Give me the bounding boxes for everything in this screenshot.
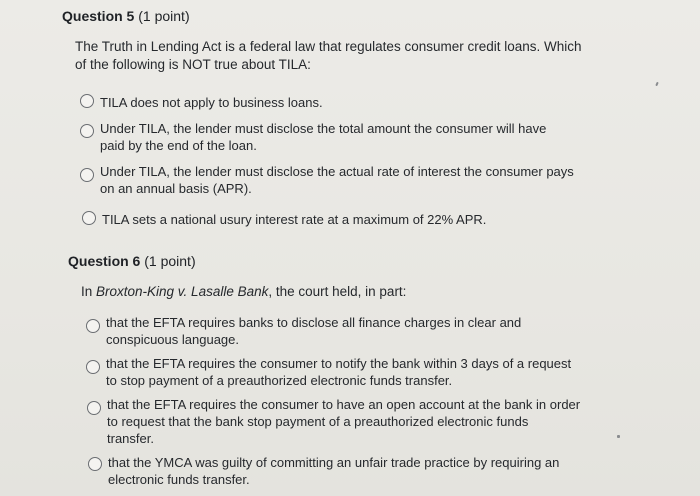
q5-option-3-radio[interactable] xyxy=(80,168,94,182)
question-5-points: (1 point) xyxy=(138,8,190,24)
q5-option-3[interactable] xyxy=(80,163,574,197)
q5-option-4-line1: TILA sets a national usury interest rate at a maximum of 22% APR. xyxy=(102,212,487,227)
question-5-number: Question 5 xyxy=(62,8,135,24)
question-6-number: Question 6 xyxy=(68,253,141,269)
q6-option-1-line2: conspicuous language. xyxy=(106,332,239,347)
question-6-points: (1 point) xyxy=(144,253,196,269)
question-5-title xyxy=(62,8,190,24)
question-5-text-line2: of the following is NOT true about TILA: xyxy=(75,57,311,72)
q6-option-3-line1: that the EFTA requires the consumer to have an open account at the bank in order xyxy=(107,397,581,412)
question-5-text-line1: The Truth in Lending Act is a federal law that regulates consumer credit loans. Which xyxy=(75,39,582,54)
q6-option-3-label xyxy=(107,396,580,447)
q5-option-2-line2: paid by the end of the loan. xyxy=(100,138,257,153)
stray-mark xyxy=(617,435,620,438)
q6-option-3-line2: to request that the bank stop payment of a preauthorized electronic funds xyxy=(107,414,529,429)
q5-option-3-label xyxy=(100,163,574,197)
q6-option-4-line2: electronic funds transfer. xyxy=(108,472,250,487)
q6-option-2-label xyxy=(106,355,571,389)
q6-option-2-line2: to stop payment of a preauthorized electronic funds transfer. xyxy=(106,373,453,388)
q5-option-1-label xyxy=(100,94,323,111)
q5-option-1-radio[interactable] xyxy=(80,94,94,108)
q5-option-2-line1: Under TILA, the lender must disclose the total amount the consumer will have xyxy=(100,121,547,136)
q6-option-1-radio[interactable] xyxy=(86,319,100,333)
q6-option-4-line1: that the YMCA was guilty of committing an unfair trade practice by requiring an xyxy=(108,455,560,470)
stray-mark xyxy=(655,82,659,86)
q5-option-2-radio[interactable] xyxy=(80,124,94,138)
q5-option-3-line2: on an annual basis (APR). xyxy=(100,181,252,196)
q5-option-4-label xyxy=(102,211,486,228)
q6-option-1[interactable] xyxy=(86,314,521,348)
q6-option-2-line1: that the EFTA requires the consumer to notify the bank within 3 days of a request xyxy=(106,356,572,371)
q6-option-3[interactable] xyxy=(87,396,580,447)
q6-option-1-line1: that the EFTA requires banks to disclose all finance charges in clear and xyxy=(106,315,522,330)
q6-option-3-line3: transfer. xyxy=(107,431,154,446)
q5-option-2[interactable] xyxy=(80,120,546,154)
q5-option-2-label xyxy=(100,120,546,154)
q6-option-4-radio[interactable] xyxy=(88,457,102,471)
q6-option-2[interactable] xyxy=(86,355,571,389)
q6-option-2-radio[interactable] xyxy=(86,360,100,374)
question-6-title xyxy=(68,253,196,269)
q5-option-4-radio[interactable] xyxy=(82,211,96,225)
question-5-text xyxy=(75,38,635,74)
q5-option-1-line1: TILA does not apply to business loans. xyxy=(100,95,323,110)
question-6-text-suffix: , the court held, in part: xyxy=(268,284,407,299)
q6-option-4[interactable] xyxy=(88,454,559,488)
q5-option-1[interactable] xyxy=(80,94,323,111)
question-6-case-name: Broxton-King v. Lasalle Bank xyxy=(96,284,269,299)
q6-option-3-radio[interactable] xyxy=(87,401,101,415)
q5-option-4[interactable] xyxy=(82,211,486,228)
q5-option-3-line1: Under TILA, the lender must disclose the actual rate of interest the consumer pays xyxy=(100,164,574,179)
question-6-text xyxy=(81,283,641,301)
q6-option-1-label xyxy=(106,314,521,348)
q6-option-4-label xyxy=(108,454,559,488)
question-6-text-prefix: In xyxy=(81,284,97,299)
